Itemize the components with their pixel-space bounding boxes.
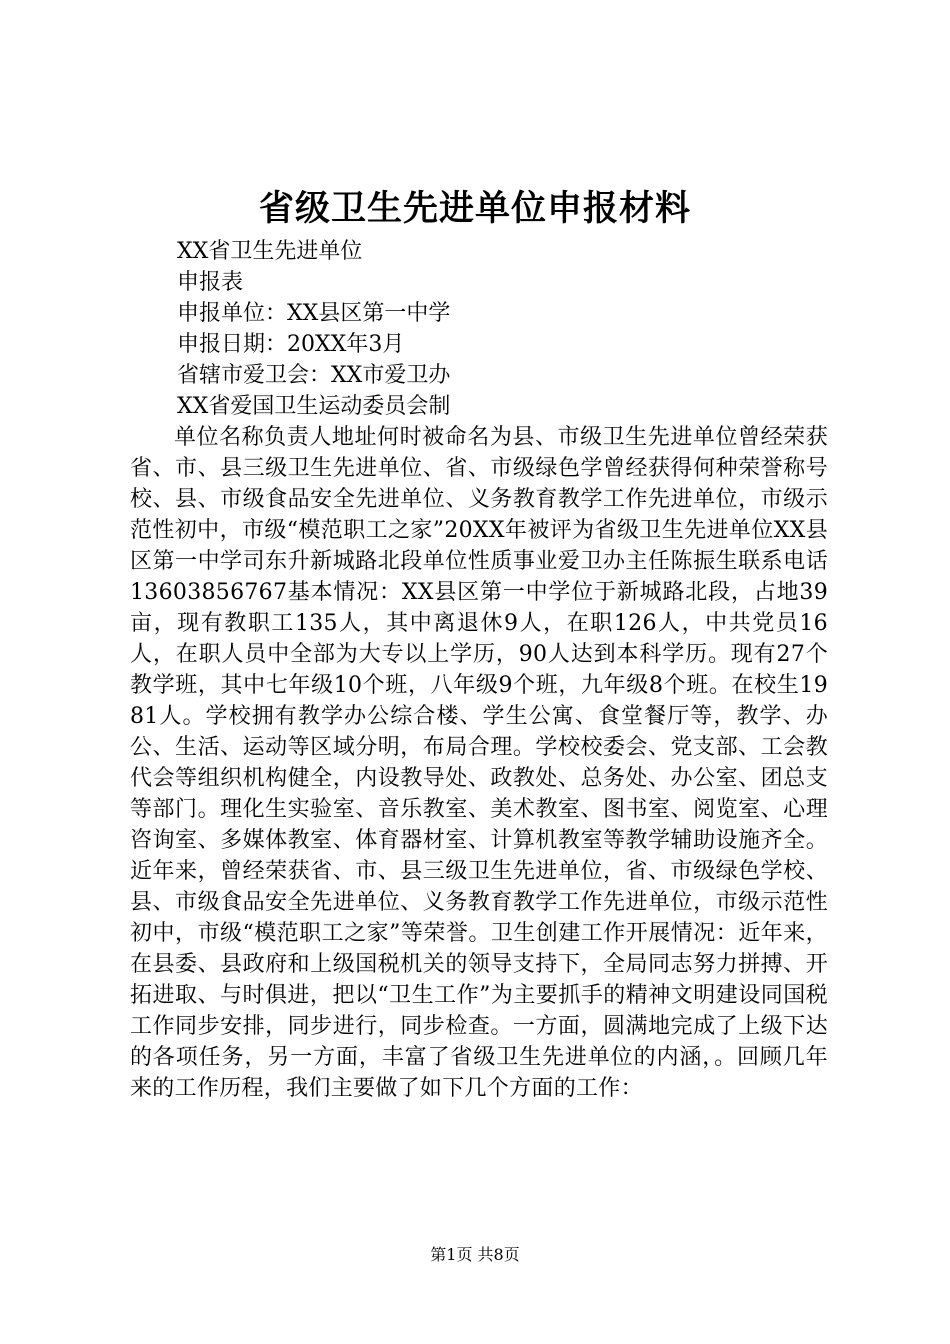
header-line-form: 申报表 <box>177 270 244 295</box>
header-line-issuer: XX省爱国卫生运动委员会制 <box>177 394 451 419</box>
header-line-applicant: 申报单位：XX县区第一中学 <box>177 301 451 326</box>
document-title: 省级卫生先进单位申报材料 <box>258 188 691 229</box>
page-footer: 第1页 共8页 <box>430 1245 520 1264</box>
header-line-city-committee: 省辖市爱卫会：XX市爱卫办 <box>177 363 451 388</box>
header-line-province-unit: XX省卫生先进单位 <box>177 239 363 264</box>
body-paragraph: 单位名称负责人地址何时被命名为县、市级卫生先进单位曾经荣获省、市、县三级卫生先进单位、省、市级绿色学曾经获得何种荣誉称号校、县、市级食品安全先进单位、义务教育教学工作先进单位，市级示范性初中，市级“模范职工之家”20XX年被评为省级卫生先进单位XX县区第一中学司东升新城路北段单位性质事业爱卫办主任陈振生联系电话13603856767基本情况：XX县区第一中学位于新城路北段，占地39亩，现有教职工135人，其中离退休9人，在职126人，中共党员16人，在职人员中全部为大专以上学历，90人达到本科学历。现有27个教学班，其中七年级10个班，八年级9个班，九年级8个班。在校生1981人。学校拥有教学办公综合楼、学生公寓、食堂餐厅等，教学、办公、生活、运动等区域分明，布局合理。学校校委会、党支部、工会教代会等组织机构健全，内设教导处、政教处、总务处、办公室、团总支等部门。理化生实验室、音乐教室、美术教室、图书室、阅览室、心理咨询室、多媒体教室、体育器材室、计算机教室等教学辅助设施齐全。近年来，曾经荣获省、市、县三级卫生先进单位，省、市级绿色学校、县、市级食品安全先进单位、义务教育教学工作先进单位，市级示范性初中，市级“模范职工之家”等荣誉。卫生创建工作开展情况：近年来，在县委、县政府和上级国税机关的领导支持下，全局同志努力拼搏、开拓进取、与时俱进，把以“卫生工作”为主要抓手的精神文明建设同国税工作同步安排，同步进行，同步检查。一方面，圆满地完成了上级下达的各项任务，另一方面，丰富了省级卫生先进单位的内涵，。回顾几年来的工作历程，我们主要做了如下几个方面的工作： <box>130 425 828 1101</box>
header-block <box>177 236 857 422</box>
header-line-date: 申报日期：20XX年3月 <box>177 332 405 357</box>
